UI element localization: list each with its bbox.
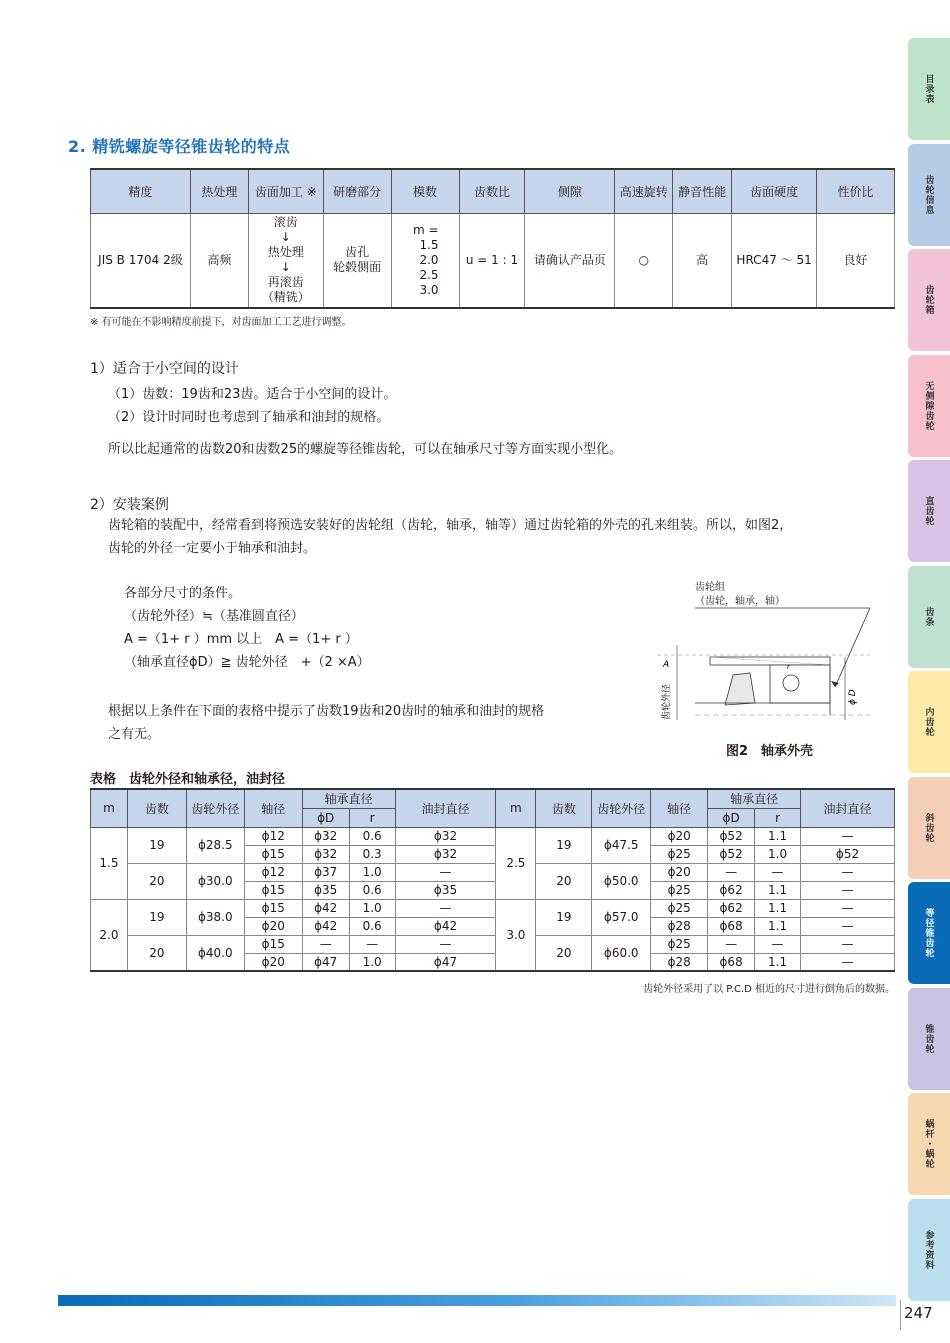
module-cell	[391, 213, 459, 308]
shaft-value: ϕ12	[244, 863, 302, 881]
spec-row	[91, 213, 895, 308]
side-tab-label: 等径锥齿轮	[923, 908, 934, 958]
heat-cell: 高频	[190, 213, 248, 308]
size-table-title: 表格 齿轮外径和轴承径，油封径	[90, 772, 286, 787]
bearing-d-value: —	[708, 863, 755, 881]
teeth-value: 20	[127, 935, 186, 971]
side-tab-label: 斜齿轮	[923, 812, 934, 843]
page-number: 247	[904, 1304, 933, 1322]
shaft-value: ϕ25	[651, 935, 708, 953]
seal-value: ϕ32	[395, 845, 496, 863]
header-seal: 油封直径	[395, 789, 496, 827]
module-line: 3.0	[419, 282, 439, 297]
spec-header: 齿面硬度	[732, 169, 817, 213]
module-line: 2.0	[419, 252, 439, 267]
shaft-value: ϕ28	[651, 917, 708, 935]
teeth-value: 20	[536, 863, 592, 899]
spec-header-row	[91, 169, 895, 213]
header-m: m	[91, 789, 128, 827]
condition-4: （轴承直径ϕD）≧ 齿轮外径 +（2 ×A）	[124, 655, 370, 670]
header-bearing: 轴承直径	[708, 789, 801, 808]
spec-header: 侧隙	[525, 169, 615, 213]
gear-od-value: ϕ28.5	[186, 827, 244, 863]
bearing-d-value: ϕ32	[302, 827, 349, 845]
shaft-value: ϕ28	[651, 953, 708, 971]
header-seal: 油封直径	[801, 789, 895, 827]
spec-header: 性价比	[817, 169, 895, 213]
bearing-d-value: —	[302, 935, 349, 953]
finish-line: 再滚齿	[267, 275, 304, 290]
high-speed-cell: ○	[615, 213, 673, 308]
cost-cell: 良好	[817, 213, 895, 308]
gear-od-value: ϕ38.0	[186, 899, 244, 935]
header-gear-od: 齿轮外径	[186, 789, 244, 827]
bearing-r-value: —	[755, 863, 801, 881]
bearing-r-value: 1.1	[755, 881, 801, 899]
module-value: 2.0	[91, 899, 128, 971]
shaft-value: ϕ15	[244, 935, 302, 953]
gear-od-label: 齿轮外径	[662, 683, 672, 720]
precision-cell: JIS B 1704 2级	[91, 213, 191, 308]
side-tab-label: 齿条	[923, 606, 934, 627]
grind-cell	[323, 213, 391, 308]
header-shaft: 轴径	[651, 789, 708, 827]
bearing-d-value: ϕ47	[302, 953, 349, 971]
gear-od-value: ϕ40.0	[186, 935, 244, 971]
figure-label-1: 齿轮组	[695, 582, 725, 593]
teeth-value: 19	[536, 827, 592, 863]
module-value: 1.5	[91, 827, 128, 899]
table-row	[91, 899, 895, 917]
shaft-value: ϕ20	[244, 953, 302, 971]
bearing-r-value: 0.6	[349, 827, 395, 845]
spec-header: 静音性能	[673, 169, 732, 213]
header-phiD: ϕD	[302, 808, 349, 827]
bearing-d-value: ϕ62	[708, 881, 755, 899]
table-row	[91, 863, 895, 881]
gear-od-value: ϕ30.0	[186, 863, 244, 899]
seal-value: ϕ35	[395, 881, 496, 899]
gear-od-value: ϕ47.5	[592, 827, 651, 863]
shaft-value: ϕ25	[651, 899, 708, 917]
grind-line: 轮毂侧面	[333, 260, 382, 275]
spec-header: 模数	[391, 169, 459, 213]
finish-line: ↓	[280, 260, 291, 275]
finish-line: ↓	[280, 230, 291, 245]
a-dimension-label: A	[663, 660, 670, 670]
spec-header: 齿数比	[459, 169, 525, 213]
side-tab[interactable]	[908, 1093, 950, 1195]
seal-value: ϕ52	[801, 845, 895, 863]
header-phiD: ϕD	[708, 808, 755, 827]
s1-line-3: 所以比起通常的齿数20和齿数25的螺旋等径锥齿轮，可以在轴承尺寸等方面实现小型化。	[108, 442, 623, 457]
seal-value: ϕ42	[395, 917, 496, 935]
bearing-r-value: 1.0	[349, 953, 395, 971]
shaft-value: ϕ20	[651, 827, 708, 845]
condition-3: A =（1+ r ）mm 以上 A =（1+ r ）	[124, 632, 358, 647]
bearing-d-value: ϕ68	[708, 917, 755, 935]
bearing-d-value: ϕ52	[708, 845, 755, 863]
spec-header: 热处理	[190, 169, 248, 213]
seal-value: —	[801, 953, 895, 971]
shaft-value: ϕ12	[244, 827, 302, 845]
finish-cell	[248, 213, 323, 308]
subsection-2-title: 2）安装案例	[90, 497, 169, 513]
side-tab[interactable]	[908, 249, 950, 351]
module-value: 3.0	[496, 899, 536, 971]
bearing-d-value: ϕ52	[708, 827, 755, 845]
shaft-value: ϕ20	[651, 863, 708, 881]
hardness-cell: HRC47 ～ 51	[732, 213, 817, 308]
s1-line-2: （2）设计时同时也考虑到了轴承和油封的规格。	[108, 410, 390, 425]
header-bearing: 轴承直径	[302, 789, 395, 808]
gear-od-value: ϕ60.0	[592, 935, 651, 971]
size-header-row-1	[91, 789, 895, 808]
teeth-value: 19	[127, 899, 186, 935]
bearing-d-value: —	[708, 935, 755, 953]
teeth-value: 19	[127, 827, 186, 863]
bearing-r-value: 0.3	[349, 845, 395, 863]
bearing-d-value: ϕ62	[708, 899, 755, 917]
bearing-r-value: 0.6	[349, 881, 395, 899]
side-tab[interactable]	[908, 777, 950, 879]
side-tab-label: 直齿轮	[923, 496, 934, 526]
spec-note: ※ 有可能在不影响精度前提下，对齿面加工工艺进行调整。	[90, 317, 352, 328]
page-divider	[900, 1300, 901, 1330]
condition-1: 各部分尺寸的条件。	[124, 586, 242, 601]
ratio-cell: u = 1 : 1	[459, 213, 525, 308]
bearing-d-value: ϕ68	[708, 953, 755, 971]
bottom-bar	[58, 1295, 896, 1306]
header-r: r	[755, 808, 801, 827]
side-tab-label: 齿轮箱	[923, 285, 934, 315]
r-label: r	[787, 663, 790, 671]
side-tab-label: 无侧隙齿轮	[923, 380, 934, 431]
s2-line-3: 根据以上条件在下面的表格中提示了齿数19齿和20齿时的轴承和油封的规格	[108, 704, 545, 719]
bearing-r-value: 1.1	[755, 953, 801, 971]
seal-value: —	[801, 899, 895, 917]
module-line: 2.5	[419, 267, 439, 282]
seal-value: —	[801, 917, 895, 935]
bearing-r-value: 1.0	[755, 845, 801, 863]
bearing-d-value: ϕ32	[302, 845, 349, 863]
teeth-value: 20	[127, 863, 186, 899]
shaft-value: ϕ25	[651, 881, 708, 899]
section-title: 2. 精铣螺旋等径锥齿轮的特点	[68, 137, 291, 156]
finish-line: 滚齿	[273, 215, 298, 230]
bearing-r-value: 1.1	[755, 827, 801, 845]
grind-line: 齿孔	[345, 245, 370, 260]
side-tab[interactable]	[908, 38, 950, 140]
bearing-diameter-label: ϕ D	[848, 689, 858, 705]
shaft-value: ϕ15	[244, 845, 302, 863]
side-tab-label: 参考资料	[923, 1229, 934, 1270]
seal-value: —	[801, 863, 895, 881]
seal-value: —	[395, 863, 496, 881]
spec-header: 齿面加工 ※	[248, 169, 323, 213]
spec-header: 精度	[91, 169, 191, 213]
bearing-d-value: ϕ37	[302, 863, 349, 881]
side-tab-label: 锥齿轮	[923, 1023, 934, 1054]
seal-value: ϕ47	[395, 953, 496, 971]
s2-line-4: 之有无。	[108, 727, 161, 742]
bearing-r-value: 1.1	[755, 899, 801, 917]
seal-value: ϕ32	[395, 827, 496, 845]
header-shaft: 轴径	[244, 789, 302, 827]
shaft-value: ϕ15	[244, 881, 302, 899]
seal-value: —	[395, 899, 496, 917]
bearing-d-value: ϕ42	[302, 899, 349, 917]
s2-line-1: 齿轮箱的装配中，经常看到将预选安装好的齿轮组（齿轮，轴承，轴等）通过齿轮箱的外壳的孔来组装。所以，如图2，	[108, 518, 793, 533]
teeth-value: 20	[536, 935, 592, 971]
side-tab[interactable]	[908, 988, 950, 1090]
condition-2: （齿轮外径）≒（基准圆直径）	[124, 609, 304, 624]
spec-header: 高速旋转	[615, 169, 673, 213]
seal-value: —	[395, 935, 496, 953]
side-tab[interactable]	[908, 144, 950, 246]
teeth-value: 19	[536, 899, 592, 935]
bearing-d-value: ϕ35	[302, 881, 349, 899]
module-line: m = 1.5	[412, 222, 439, 252]
bearing-r-value: —	[349, 935, 395, 953]
figure-label-2: （齿轮，轴承，轴）	[695, 596, 785, 607]
seal-value: —	[801, 881, 895, 899]
side-tab[interactable]	[908, 1199, 950, 1301]
table-row	[91, 827, 895, 845]
header-m: m	[496, 789, 536, 827]
side-tab[interactable]	[908, 882, 950, 984]
side-tab[interactable]	[908, 671, 950, 773]
shaft-value: ϕ25	[651, 845, 708, 863]
subsection-1-title: 1）适合于小空间的设计	[90, 361, 239, 377]
table-row	[91, 935, 895, 953]
side-tab-label: 内齿轮	[923, 707, 934, 737]
bearing-r-value: —	[755, 935, 801, 953]
bearing-r-value: 1.0	[349, 899, 395, 917]
header-teeth: 齿数	[127, 789, 186, 827]
bearing-housing-figure	[655, 575, 895, 755]
size-table	[90, 788, 895, 972]
side-tab-label: 蜗杆・蜗轮	[923, 1119, 934, 1169]
shaft-value: ϕ15	[244, 899, 302, 917]
figure-label	[695, 581, 785, 609]
spec-table	[90, 168, 895, 309]
gear-od-value: ϕ57.0	[592, 899, 651, 935]
seal-value: —	[801, 935, 895, 953]
header-gear-od: 齿轮外径	[592, 789, 651, 827]
table-foot-note: 齿轮外径采用了以 P.C.D 相近的尺寸进行倒角后的数据。	[643, 984, 895, 995]
shaft-value: ϕ20	[244, 917, 302, 935]
bearing-r-value: 1.1	[755, 917, 801, 935]
bearing-r-value: 1.0	[349, 863, 395, 881]
header-r: r	[349, 808, 395, 827]
finish-line: 热处理	[267, 245, 304, 260]
side-tab-label: 目录表	[923, 74, 934, 104]
finish-line: （精铣）	[261, 290, 310, 305]
seal-value: —	[801, 827, 895, 845]
gear-od-value: ϕ50.0	[592, 863, 651, 899]
side-tab[interactable]	[908, 460, 950, 562]
side-tab[interactable]	[908, 355, 950, 457]
header-teeth: 齿数	[536, 789, 592, 827]
bearing-d-value: ϕ42	[302, 917, 349, 935]
backlash-cell: 请确认产品页	[525, 213, 615, 308]
s2-line-2: 齿轮的外径一定要小于轴承和油封。	[108, 541, 317, 556]
spec-header: 研磨部分	[323, 169, 391, 213]
side-tab-label: 齿轮信息	[923, 174, 934, 215]
figure-caption: 图2 轴承外壳	[726, 744, 814, 759]
module-value: 2.5	[496, 827, 536, 899]
s1-line-1: （1）齿数：19齿和23齿。适合于小空间的设计。	[108, 387, 397, 402]
side-tab[interactable]	[908, 566, 950, 668]
bearing-r-value: 0.6	[349, 917, 395, 935]
silent-cell: 高	[673, 213, 732, 308]
